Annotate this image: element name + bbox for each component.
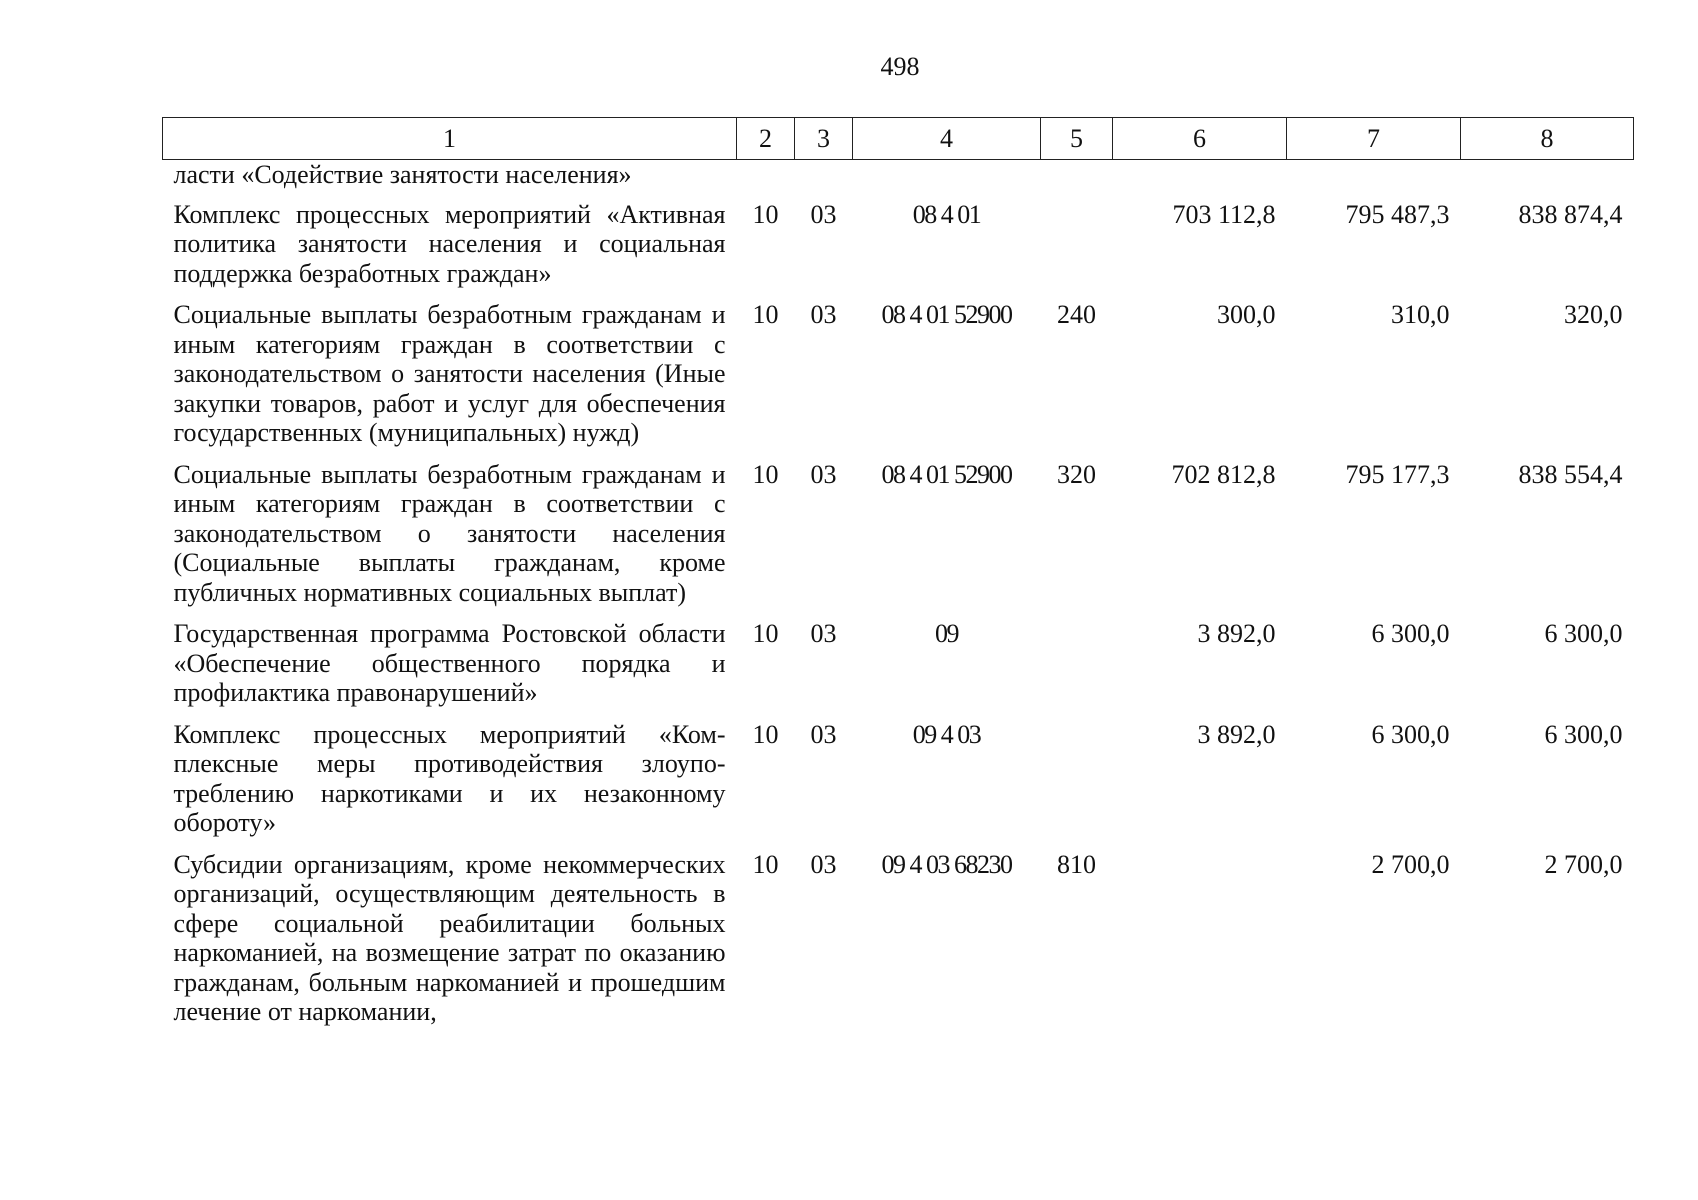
row-name: Комплекс процессных мероприятий «Активная политика занятости населения и социальная поддержка безработных граждан» bbox=[173, 199, 726, 288]
table-row bbox=[163, 292, 1634, 452]
row-col4: 08 4 01 52900 bbox=[881, 459, 1012, 489]
row-col6: 3 892,0 bbox=[1197, 619, 1276, 648]
row-col8: 838 874,4 bbox=[1518, 199, 1623, 229]
row-col7: 795 487,3 bbox=[1345, 199, 1450, 229]
row-col5: 810 bbox=[1057, 849, 1096, 879]
table-header bbox=[163, 118, 1634, 160]
row-col2: 10 bbox=[752, 849, 779, 879]
header-col-8: 8 bbox=[1461, 118, 1634, 160]
row-col2: 10 bbox=[752, 300, 779, 329]
header-col-4: 4 bbox=[853, 118, 1041, 160]
row-col6: 703 112,8 bbox=[1172, 199, 1276, 229]
row-col5: 240 bbox=[1057, 300, 1096, 329]
row-col6: 702 812,8 bbox=[1171, 459, 1276, 489]
row-col4: 09 4 03 68230 bbox=[881, 849, 1012, 879]
table-row bbox=[163, 611, 1634, 712]
row-col2: 10 bbox=[752, 719, 779, 749]
table-body bbox=[163, 160, 1634, 1031]
table-row bbox=[163, 842, 1634, 1031]
row-name: Субсидии организациям, кроме некоммерческих организаций, осуществляющим деятельность в сфере социальной реабилитации больных наркоманией, на возмещение затрат по оказанию гражданам, больным наркоманией и прошедшим лечение от наркомании, bbox=[173, 849, 726, 1026]
row-col6: 3 892,0 bbox=[1197, 719, 1276, 749]
row-col4: 08 4 01 52900 bbox=[881, 300, 1012, 329]
header-row bbox=[163, 118, 1634, 160]
row-col7: 310,0 bbox=[1391, 300, 1450, 329]
continuation-text: ласти «Содействие занятости населения» bbox=[173, 160, 632, 189]
row-col8: 320,0 bbox=[1564, 300, 1623, 329]
row-col5 bbox=[1041, 611, 1113, 712]
row-col2: 10 bbox=[752, 199, 779, 229]
header-col-2: 2 bbox=[737, 118, 795, 160]
row-col3: 03 bbox=[810, 849, 837, 879]
header-col-1: 1 bbox=[163, 118, 737, 160]
row-col4: 08 4 01 bbox=[912, 199, 981, 229]
row-name: Социальные выплаты безработным гражданам и иным категориям граждан в соответствии с законодательством о занятости населения (Иные закупки товаров, работ и услуг для обеспечения государственных (муниципальных) нужд) bbox=[173, 300, 726, 447]
row-col3: 03 bbox=[810, 300, 837, 329]
row-col8: 6 300,0 bbox=[1544, 619, 1623, 648]
table-row bbox=[163, 452, 1634, 612]
header-col-7: 7 bbox=[1287, 118, 1461, 160]
row-col3: 03 bbox=[810, 719, 837, 749]
row-col3: 03 bbox=[810, 199, 837, 229]
row-col7: 2 700,0 bbox=[1371, 849, 1450, 879]
table-row bbox=[163, 712, 1634, 842]
row-col2: 10 bbox=[752, 619, 779, 648]
header-col-6: 6 bbox=[1113, 118, 1287, 160]
budget-table bbox=[162, 117, 1634, 1031]
row-col5 bbox=[1041, 712, 1113, 842]
row-col4: 09 4 03 bbox=[912, 719, 981, 749]
row-col8: 6 300,0 bbox=[1544, 719, 1623, 749]
row-col3: 03 bbox=[810, 619, 837, 648]
page-number: 498 bbox=[880, 52, 920, 81]
row-col2: 10 bbox=[752, 459, 779, 489]
row-name: Государственная программа Ростовской области «Обеспечение общественного порядка и профилактика правонарушений» bbox=[173, 619, 726, 707]
row-col8: 838 554,4 bbox=[1518, 459, 1623, 489]
header-col-3: 3 bbox=[795, 118, 853, 160]
row-name: Комплекс процессных мероприятий «Комплексные меры противодействия злоупотреблению наркотиками и их незаконному обороту» bbox=[173, 719, 726, 837]
row-col7: 6 300,0 bbox=[1371, 619, 1450, 648]
row-col5: 320 bbox=[1057, 459, 1096, 489]
row-col4: 09 bbox=[935, 619, 958, 648]
row-col7: 795 177,3 bbox=[1345, 459, 1450, 489]
row-name: Социальные выплаты безработным гражданам и иным категориям граждан в соответствии с законодательством о занятости населения (Социальные выплаты гражданам, кроме публичных нормативных социальных выплат) bbox=[173, 459, 726, 607]
row-col3: 03 bbox=[810, 459, 837, 489]
row-col5 bbox=[1041, 192, 1113, 293]
row-col6 bbox=[1113, 842, 1287, 1031]
continuation-row bbox=[163, 160, 1634, 192]
row-col7: 6 300,0 bbox=[1371, 719, 1450, 749]
table-row bbox=[163, 192, 1634, 293]
header-col-5: 5 bbox=[1041, 118, 1113, 160]
row-col8: 2 700,0 bbox=[1544, 849, 1623, 879]
row-col6: 300,0 bbox=[1217, 300, 1276, 329]
